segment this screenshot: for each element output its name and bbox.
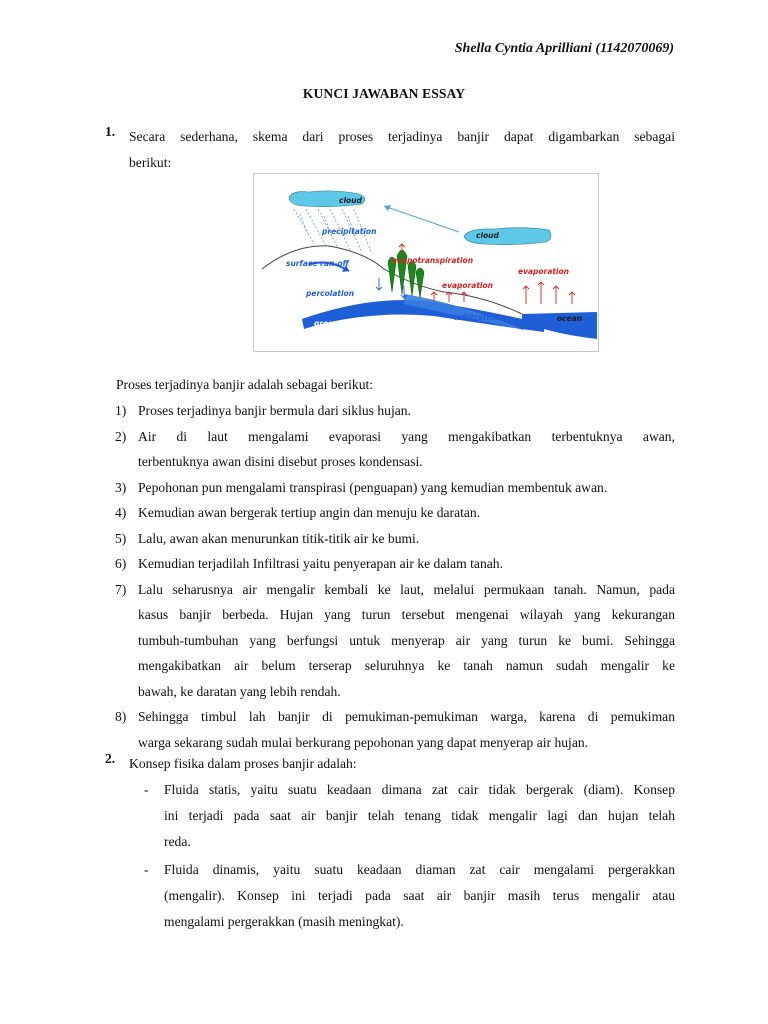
label-infiltration: infiltration <box>454 313 500 322</box>
question-2-intro: Konsep fisika dalam proses banjir adalah: <box>129 756 357 771</box>
author-header: Shella Cyntia Aprilliani (1142070069) <box>454 41 674 56</box>
question-1-number: 1. <box>105 124 116 139</box>
list-item <box>105 704 675 755</box>
label-cloud-right: cloud <box>476 231 499 240</box>
list-item <box>105 398 675 424</box>
list-line: bawah, ke daratan yang lebih rendah. <box>138 683 341 699</box>
label-ocean: ocean <box>557 314 583 323</box>
intro-line: berikut: <box>129 155 172 170</box>
list-item <box>140 777 675 855</box>
list-marker: 4) <box>115 505 127 520</box>
page-title: KUNCI JAWABAN ESSAY <box>302 86 466 101</box>
label-evapotranspiration: evapotranspiration <box>392 256 474 265</box>
list-marker: 7) <box>115 581 127 597</box>
label-evaporation-mid: evaporation <box>442 281 493 290</box>
list-line: Lalu seharusnya air mengalir kembali ke laut, melalui permukaan tanah. Namun, pada <box>138 581 675 597</box>
intro-line: Secara sederhana, skema dari proses terjadinya banjir dapat digambarkan sebagai <box>129 129 675 144</box>
list-marker: 6) <box>115 556 127 571</box>
wind-arrow <box>384 206 459 232</box>
q1-list-intro: Proses terjadinya banjir adalah sebagai berikut: <box>116 377 374 392</box>
list-marker: - <box>144 862 149 877</box>
list-marker: 3) <box>115 479 127 495</box>
list-marker: 2) <box>115 428 127 444</box>
list-line: ini terjadi pada saat air banjir telah tenang tidak mengalir lagi dan hujan telah <box>164 808 675 823</box>
list-marker: 8) <box>115 709 127 724</box>
list-line: terbentuknya awan disini disebut proses kondensasi. <box>138 454 423 469</box>
list-line: kasus banjir berbeda. Hujan yang turun tersebut mengenai wilayah yang kekurangan <box>138 607 675 622</box>
list-item <box>105 475 675 501</box>
list-marker: 5) <box>115 530 127 546</box>
list-item <box>105 526 675 552</box>
q1-process-list <box>105 398 675 755</box>
list-line: mengakibatkan air belum terserap seluruhnya ke tanah namun sudah mengalir ke <box>138 658 675 673</box>
label-groundwater: groundwater <box>314 319 369 328</box>
list-line: Pepohonan pun mengalami transpirasi (penguapan) yang kemudian membentuk awan. <box>138 479 608 495</box>
list-line: Fluida statis, yaitu suatu keadaan dimana zat cair tidak bergerak (diam). Konsep <box>164 782 675 797</box>
list-item <box>105 577 675 705</box>
list-line: mengalami pergerakkan (masih meningkat). <box>164 914 404 929</box>
list-line: reda. <box>164 834 191 849</box>
flood-cycle-svg <box>254 174 598 351</box>
label-evaporation-right: evaporation <box>518 267 569 276</box>
label-cloud-left: cloud <box>339 196 362 205</box>
list-line: Kemudian terjadilah Infiltrasi yaitu penyerapan air ke dalam tanah. <box>138 556 503 571</box>
q2-concept-list <box>140 777 675 935</box>
list-marker: 1) <box>115 403 127 418</box>
list-item <box>105 551 675 577</box>
list-item <box>105 500 675 526</box>
question-2-number: 2. <box>105 751 116 766</box>
list-item <box>105 424 675 475</box>
list-line: (mengalir). Konsep ini terjadi pada saat air banjir masih terus mengalir atau <box>164 888 675 903</box>
list-marker: - <box>144 782 149 797</box>
list-line: warga sekarang sudah mulai berkurang pepohonan yang dapat menyerap air hujan. <box>138 734 589 750</box>
list-line: tumbuh-tumbuhan yang berfungsi untuk menyerap air yang turun ke bumi. Sehingga <box>138 632 675 648</box>
list-line: Proses terjadinya banjir bermula dari siklus hujan. <box>138 403 411 418</box>
list-line: Kemudian awan bergerak tertiup angin dan menuju ke daratan. <box>138 505 481 520</box>
question-1-intro <box>129 124 675 176</box>
list-item <box>140 857 675 935</box>
label-surface-runoff: surface run-off <box>286 259 349 268</box>
list-line: Air di laut mengalami evaporasi yang mengakibatkan terbentuknya awan, <box>138 428 675 444</box>
list-line: Sehingga timbul lah banjir di pemukiman-pemukiman warga, karena di pemukiman <box>138 709 675 724</box>
label-precipitation: precipitation <box>322 227 377 236</box>
flood-cycle-diagram <box>253 173 599 352</box>
label-percolation: percolation <box>306 289 355 298</box>
list-line: Lalu, awan akan menurunkan titik-titik air ke bumi. <box>138 530 420 546</box>
list-line: Fluida dinamis, yaitu suatu keadaan diaman zat cair mengalami pergerakkan <box>164 862 675 877</box>
